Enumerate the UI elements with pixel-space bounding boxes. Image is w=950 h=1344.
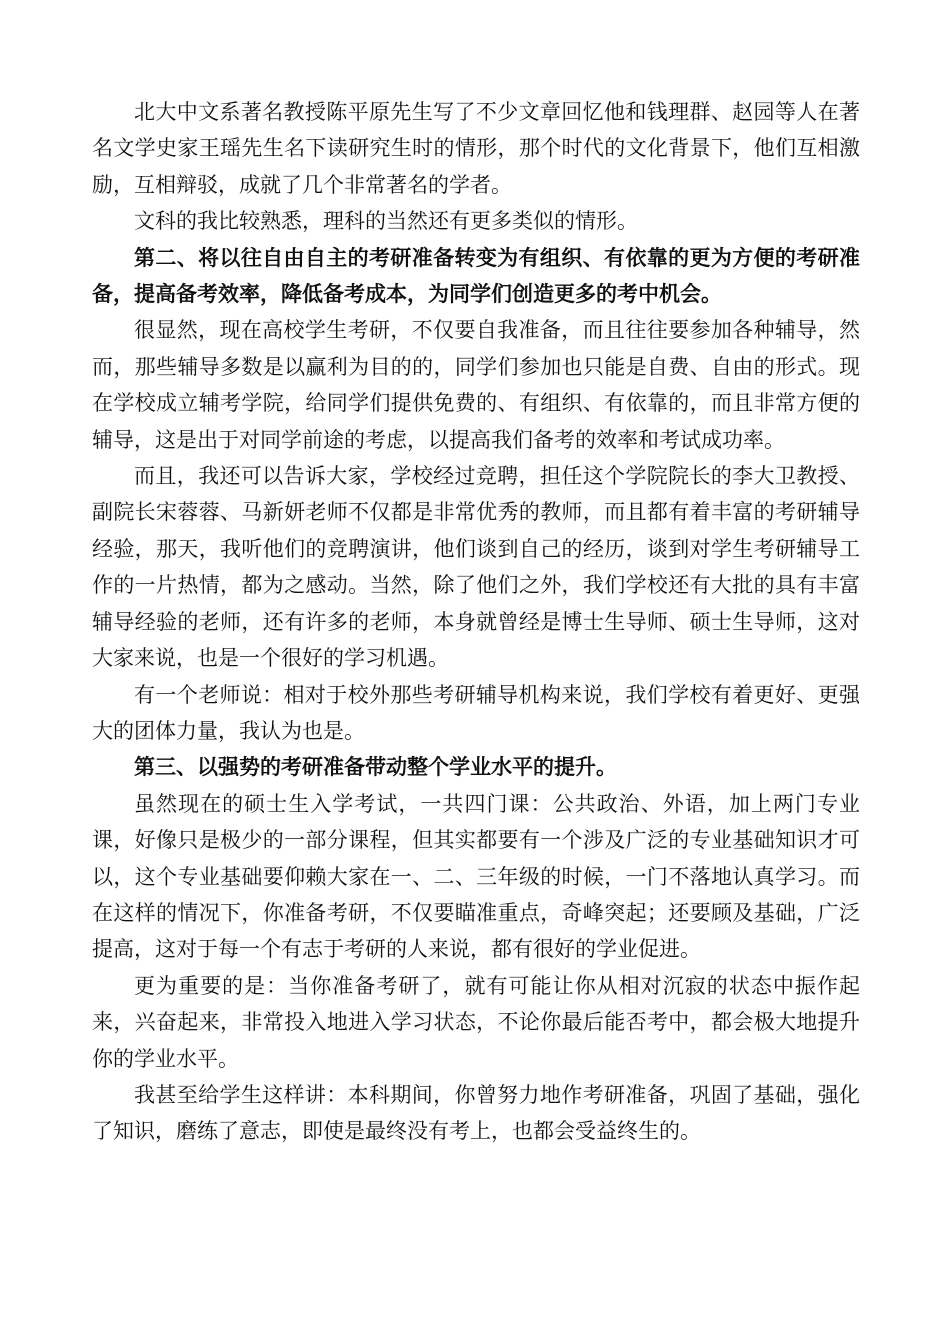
paragraph-9: 更为重要的是：当你准备考研了，就有可能让你从相对沉寂的状态中振作起来，兴奋起来，非常投入地进入学习状态，不论你最后能否考中，都会极大地提升你的学业水平。 — [92, 973, 860, 1071]
paragraph-1: 北大中文系著名教授陈平原先生写了不少文章回忆他和钱理群、赵园等人在著名文学史家王瑶先生名下读研究生时的情形，那个时代的文化背景下，他们互相激励，互相辩驳，成就了几个非常著名的学者。 — [92, 100, 860, 197]
document-page — [92, 94, 860, 1150]
paragraph-10: 我甚至给学生这样讲：本科期间，你曾努力地作考研准备，巩固了基础，强化了知识，磨练了意志，即使是最终没有考上，也都会受益终生的。 — [92, 1082, 860, 1144]
section-heading-3: 第三、以强势的考研准备带动整个学业水平的提升。 — [134, 755, 617, 780]
paragraph-4: 很显然，现在高校学生考研，不仅要自我准备，而且往往要参加各种辅导，然而，那些辅导多数是以赢利为目的的，同学们参加也只能是自费、自由的形式。现在学校成立辅考学院，给同学们提供免费的、有组织、有依靠的，而且非常方便的辅导，这是出于对同学前途的考虑，以提高我们备考的效率和考试成功率。 — [92, 318, 860, 452]
paragraph-5: 而且，我还可以告诉大家，学校经过竞聘，担任这个学院院长的李大卫教授、副院长宋蓉蓉、马新妍老师不仅都是非常优秀的教师，而且都有着丰富的考研辅导经验，那天，我听他们的竞聘演讲，他们谈到自己的经历，谈到对学生考研辅导工作的一片热情，都为之感动。当然，除了他们之外，我们学校还有大批的具有丰富辅导经验的老师，还有许多的老师，本身就曾经是博士生导师、硕士生导师，这对大家来说，也是一个很好的学习机遇。 — [92, 464, 860, 671]
paragraph-8: 虽然现在的硕士生入学考试，一共四门课：公共政治、外语，加上两门专业课，好像只是极少的一部分课程，但其实都要有一个涉及广泛的专业基础知识才可以，这个专业基础要仰赖大家在一、二、三年级的时候，一门不落地认真学习。而在这样的情况下，你准备考研，不仅要瞄准重点，奇峰突起；还要顾及基础，广泛提高，这对于每一个有志于考研的人来说，都有很好的学业促进。 — [92, 791, 860, 962]
paragraph-2: 文科的我比较熟悉，理科的当然还有更多类似的情形。 — [134, 209, 638, 234]
section-heading-2: 第二、将以往自由自主的考研准备转变为有组织、有依靠的更为方便的考研准备，提高备考效率，降低备考成本，为同学们创造更多的考中机会。 — [92, 245, 860, 307]
paragraph-6: 有一个老师说：相对于校外那些考研辅导机构来说，我们学校有着更好、更强大的团体力量，我认为也是。 — [92, 682, 860, 743]
